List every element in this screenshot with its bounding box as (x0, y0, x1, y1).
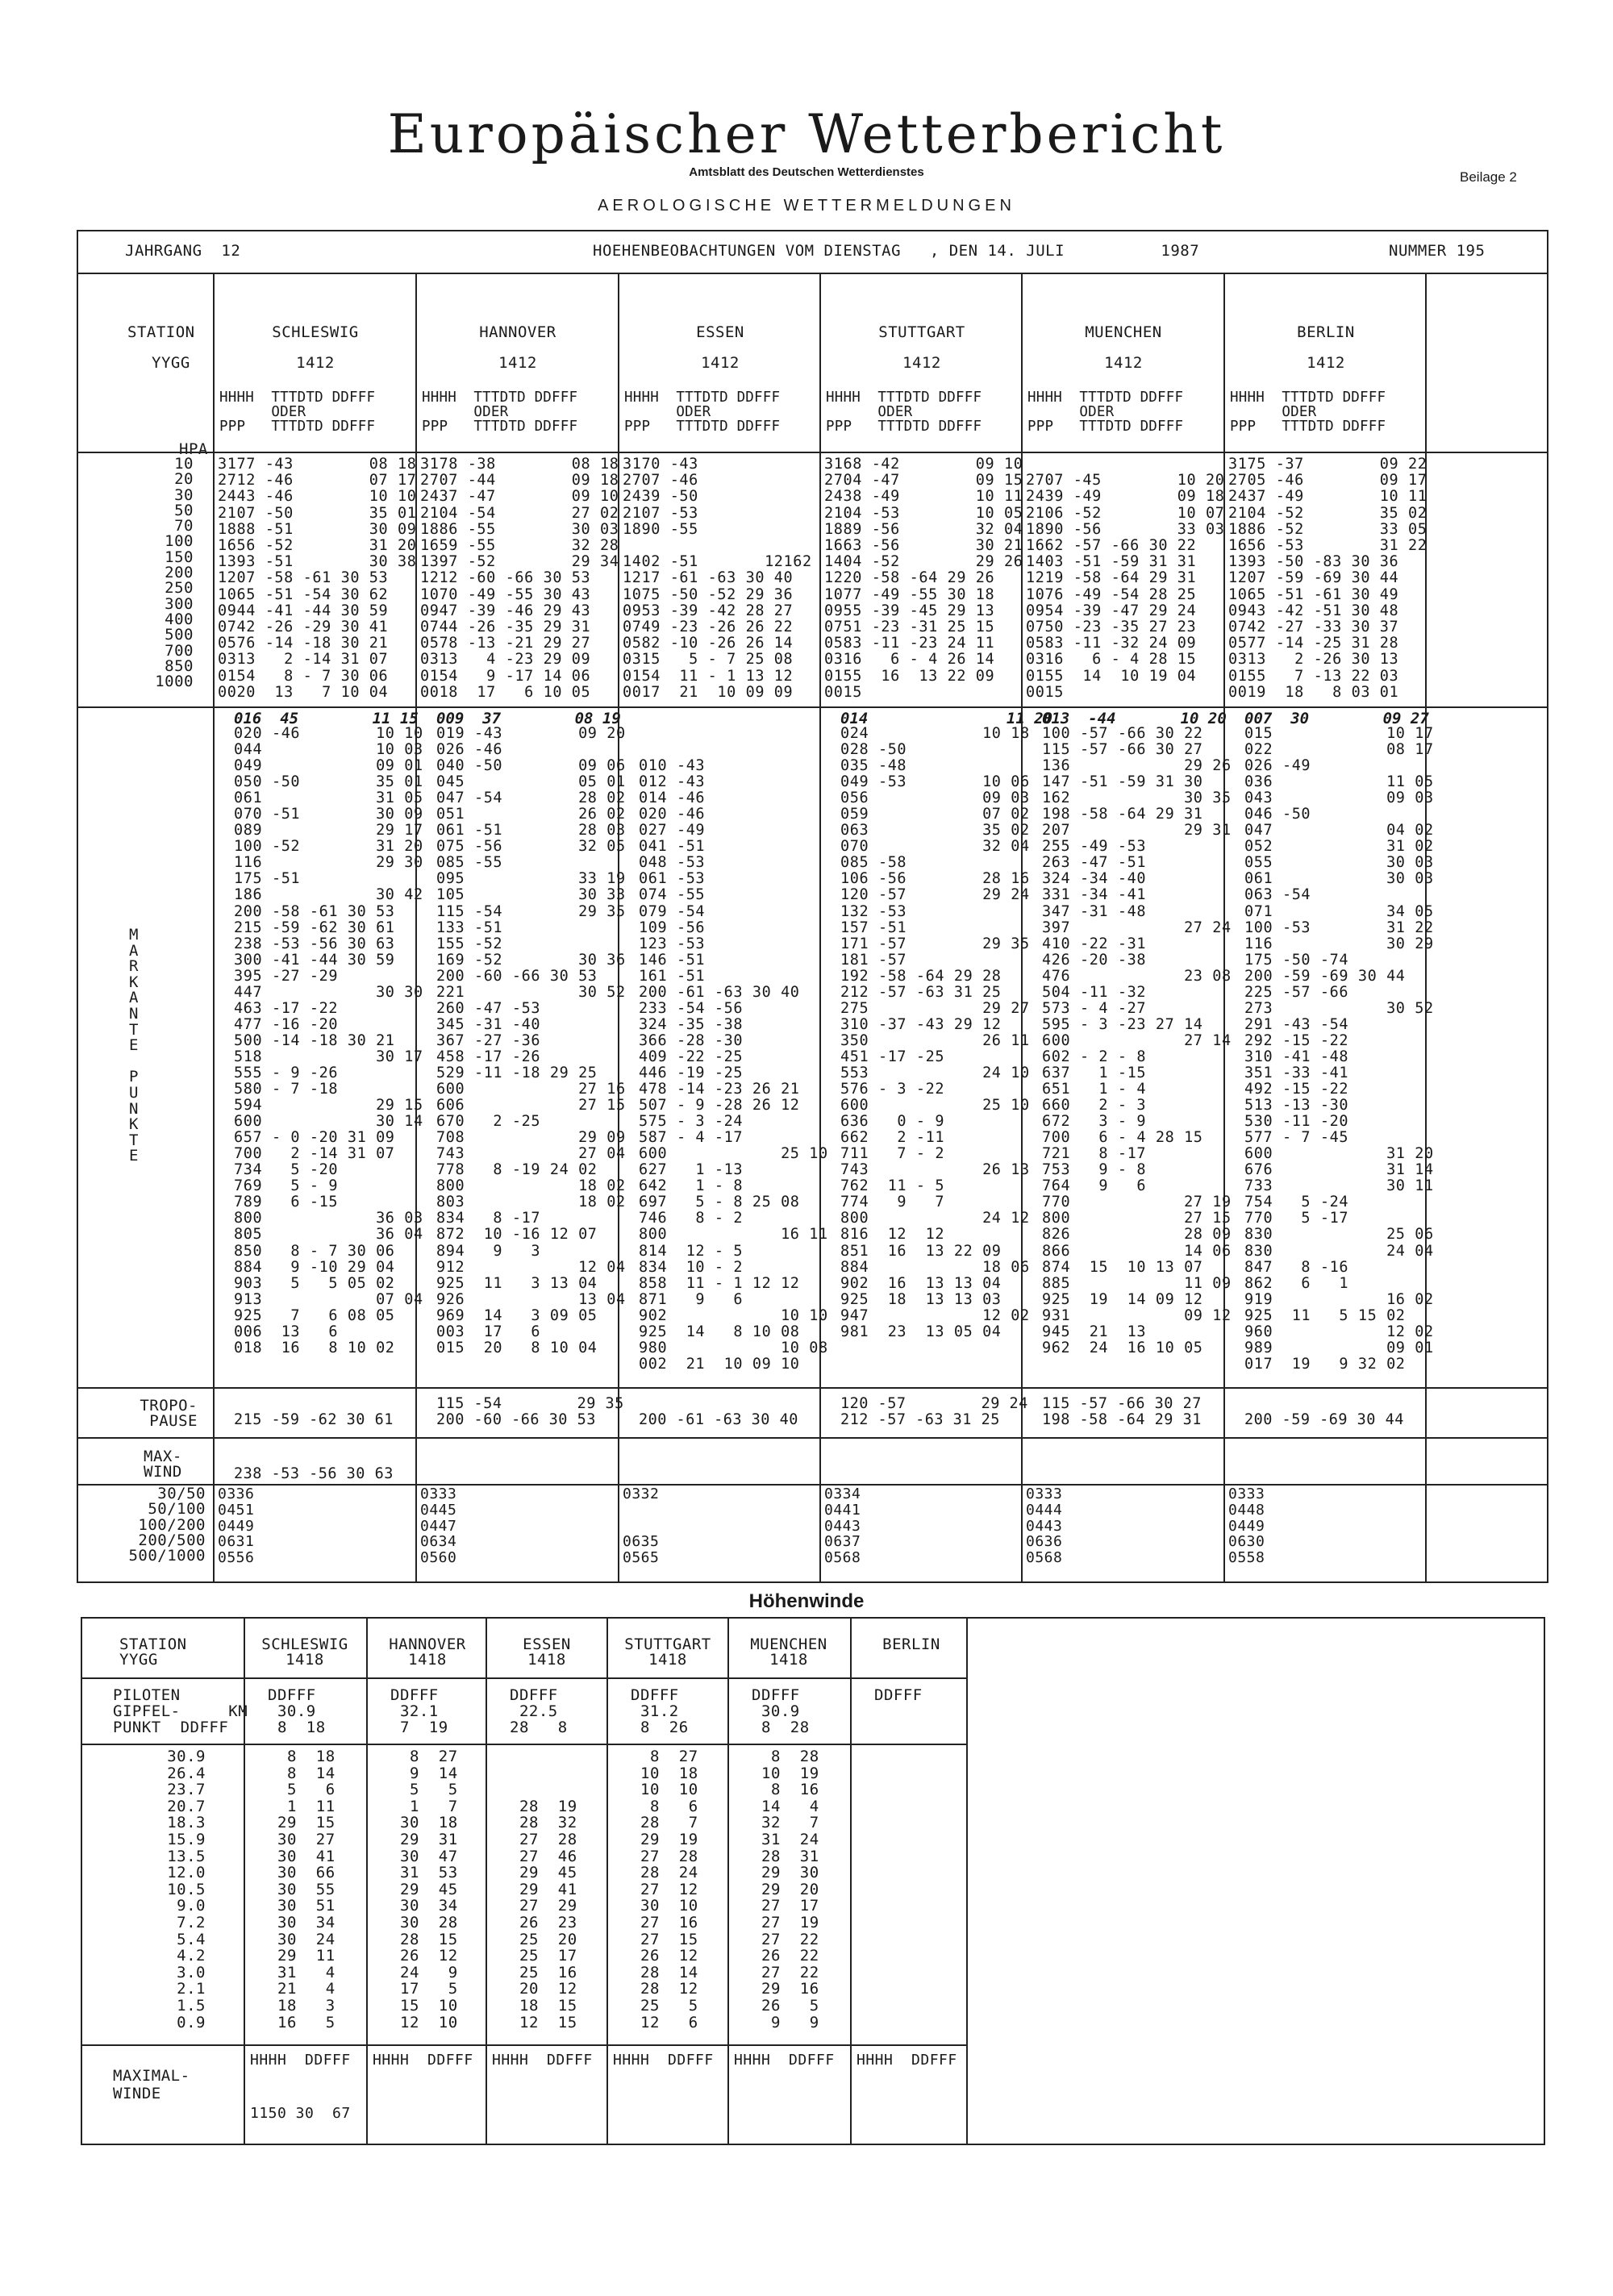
column-header: HHHH TTTDTD DDFFF ODER PPP TTTDTD DDFFF (1230, 390, 1386, 435)
station-name: STUTTGART (878, 323, 965, 341)
station-name: BERLIN (1297, 323, 1355, 341)
shear-labels: 30/50 50/100 100/200 200/500 500/1000 (128, 1485, 206, 1565)
tropopause-value: 120 -57 29 24 212 -57 -63 31 25 (840, 1395, 1028, 1428)
tropopause-value: 200 -59 -69 30 44 (1244, 1411, 1404, 1428)
hw-station-name: MUENCHEN 1418 (750, 1636, 827, 1669)
standard-level-column: 3177 -43 08 18 2712 -46 07 17 2443 -46 10 10 2107 -50 35 01 1888 -51 30 09 1656 -52 31 20 1393 -51 30 38 1207 -58 -61 30 53 1065 -51 -54 30 62 0944 -41 -44 30 59 0742 -26 -29 30 41 0576 -14 -18 30 21 0313 2 -14 31 07 0154 8 - 7 30 06 0020 13 7 10 04 (218, 456, 417, 701)
hw-gipfel-value: DDFFF 30.9 8 18 (268, 1686, 326, 1736)
station-yygg: 1412 (1307, 354, 1345, 372)
hw-wind-column: 8 28 10 19 8 16 14 4 32 7 31 24 28 31 29 30 29 20 27 17 27 19 27 22 26 22 27 22 29 16 26 5 9 9 (761, 1748, 819, 2031)
significant-points-column: 020 -46 10 10 044 10 03 049 09 01 050 -50 35 01 061 31 05 070 -51 30 09 089 29 17 100 -52 31 20 116 29 30 175 -51 186 30 42 200 -58 -61 30 53 215 -59 -62 30 61 238 -53 -56 30 63 300 -41 -44 30 59 395 -27 -29 447 30 30 463 -17 -22 477 -16 -20 500 -14 -18 30 21 518 30 17 555 - 9 -26 580 - 7 -18 594 29 15 600 30 14 657 - 0 -20 31 09 700 2 -14 31 07 734 5 -20 769 5 - 9 789 6 -15 800 36 03 805 36 04 850 8 - 7 30 06 884 9 -10 29 04 903 5 5 05 02 913 07 04 925 7 6 08 05 006 13 6 018 16 8 10 02 (234, 725, 423, 1356)
tropopause-value: 115 -57 -66 30 27 198 -58 -64 29 31 (1042, 1395, 1202, 1428)
station-name: HANNOVER (479, 323, 556, 341)
shear-value: 0333 0444 0443 0636 0568 (1026, 1486, 1063, 1567)
hw-station-name: HANNOVER 1418 (389, 1636, 466, 1669)
handwritten-entry: 016 45 11 15 (234, 710, 419, 727)
tropopause-value: 115 -54 29 35 200 -60 -66 30 53 (436, 1395, 624, 1428)
standard-level-column: 3170 -43 2707 -46 2439 -50 2107 -53 1890 -55 1402 -51 12162 1217 -61 -63 30 40 1075 -50 -52 29 36 0953 -39 -42 28 27 0749 -23 -26 26 22 0582 -10 -26 26 14 0315 5 - 7 25 08 0154 11 - 1 13 12 0017 21 10 09 09 (623, 456, 812, 701)
standard-level-column: 3168 -42 09 10 2704 -47 09 15 2438 -49 10 11 2104 -53 10 05 1889 -56 32 04 1663 -56 30 21 1404 -52 29 26 1220 -58 -64 29 26 1077 -49 -55 30 18 0955 -39 -45 29 13 0751 -23 -31 25 15 0583 -11 -23 24 11 0316 6 - 4 26 14 0155 16 13 22 09 0015 (824, 456, 1023, 701)
hw-wind-column: 8 27 10 18 10 10 8 6 28 7 29 19 27 28 28 24 27 12 30 10 27 16 27 15 26 12 28 14 28 12 25 5 12 6 (640, 1748, 698, 2031)
hw-gipfel-value: DDFFF 31.2 8 26 (631, 1686, 689, 1736)
shear-value: 0333 0448 0449 0630 0558 (1228, 1486, 1265, 1567)
hw-maxwind-value: 1150 30 67 (250, 2105, 351, 2122)
hw-maxwind-header: HHHH DDFFF (492, 2052, 593, 2069)
hw-gipfel-value: DDFFF (874, 1686, 923, 1704)
hw-wind-column: 28 19 28 32 27 28 27 46 29 45 29 41 27 29 26 23 25 20 25 17 25 16 20 12 18 15 12 15 (519, 1797, 577, 2031)
column-header: HHHH TTTDTD DDFFF ODER PPP TTTDTD DDFFF (1027, 390, 1184, 435)
maxwind-value: 238 -53 -56 30 63 (234, 1465, 394, 1482)
column-header: HHHH TTTDTD DDFFF ODER PPP TTTDTD DDFFF (422, 390, 578, 435)
hw-station-name: ESSEN 1418 (523, 1636, 571, 1669)
station-name: MUENCHEN (1085, 323, 1162, 341)
hw-wind-column: 8 18 8 14 5 6 1 11 29 15 30 27 30 41 30 66 30 55 30 51 30 34 30 24 29 11 31 4 21 4 18 3 16 5 (277, 1748, 336, 2031)
beilage-label: Beilage 2 (1460, 169, 1517, 185)
jahrgang-label: JAHRGANG 12 (125, 242, 241, 260)
tropopause-label: TROPO- PAUSE (140, 1397, 198, 1431)
hw-maxwind-header: HHHH DDFFF (250, 2052, 351, 2069)
hw-gipfel-value: DDFFF 32.1 7 19 (390, 1686, 448, 1736)
shear-value: 0333 0445 0447 0634 0560 (420, 1486, 457, 1567)
column-header: HHHH TTTDTD DDFFF ODER PPP TTTDTD DDFFF (624, 390, 781, 435)
hw-gipfel-value: DDFFF 22.5 28 8 (510, 1686, 568, 1736)
hw-heights: 30.9 26.4 23.7 20.7 18.3 15.9 13.5 12.0 10.5 9.0 7.2 5.4 4.2 3.0 2.1 1.5 0.9 (167, 1748, 206, 2031)
maxwind-label: MAX- WIND (144, 1448, 182, 1481)
standard-level-column: 3175 -37 09 22 2705 -46 09 17 2437 -49 10 11 2104 -52 35 02 1886 -52 33 05 1656 -53 31 22 1393 -50 -83 30 36 1207 -59 -69 30 44 1065 -51 -61 30 49 0943 -42 -51 30 48 0742 -27 -33 30 37 0577 -14 -25 31 28 0313 2 -26 30 13 0155 7 -13 22 03 0019 18 8 03 01 (1228, 456, 1428, 701)
hw-maxwind-header: HHHH DDFFF (734, 2052, 835, 2069)
yygg-label: YYGG (152, 354, 190, 372)
station-yygg: 1412 (902, 354, 941, 372)
pressure-levels: 10 20 30 50 70 100 150 200 250 300 400 500 700 850 1000 (155, 455, 194, 691)
hw-wind-column: 8 27 9 14 5 5 1 7 30 18 29 31 30 47 31 53 29 45 30 34 30 28 28 15 26 12 24 9 17 5 15 10 12 10 (400, 1748, 458, 2031)
shear-value: 0336 0451 0449 0631 0556 (218, 1486, 255, 1567)
section-title: AEROLOGISCHE WETTERMELDUNGEN (598, 197, 1015, 215)
hw-maxwind-header: HHHH DDFFF (613, 2052, 714, 2069)
hpa-label: HPA (179, 440, 208, 458)
subtitle: Amtsblatt des Deutschen Wetterdienstes (689, 165, 924, 179)
observation-date: HOEHENBEOBACHTUNGEN VOM DIENSTAG , DEN 14. JULI 1987 (593, 242, 1200, 260)
standard-level-column: 3178 -38 08 18 2707 -44 09 18 2437 -47 09 10 2104 -54 27 02 1886 -55 30 03 1659 -55 32 28 1397 -52 29 34 1212 -60 -66 30 53 1070 -49 -55 30 43 0947 -39 -46 29 43 0744 -26 -35 29 31 0578 -13 -21 29 27 0313 4 -23 29 09 0154 9 -17 14 06 0018 17 6 10 05 (420, 456, 619, 701)
significant-points-column: 019 -43 09 20 026 -46 040 -50 09 06 045 05 01 047 -54 28 02 051 26 02 061 -51 28 03 075 -56 32 05 085 -55 095 33 19 105 30 33 115 -54 29 35 133 -51 155 -52 169 -52 30 36 200 -60 -66 30 53 221 30 52 260 -47 -53 345 -31 -40 367 -27 -36 458 -17 -26 529 -11 -18 29 25 600 27 16 606 27 15 670 2 -25 708 29 09 743 27 04 778 8 -19 24 02 800 18 02 803 18 02 834 8 -17 872 10 -16 12 07 894 9 3 912 12 04 925 11 3 13 04 926 13 04 969 14 3 09 05 003 17 6 015 20 8 10 04 (436, 725, 626, 1356)
station-yygg: 1412 (1104, 354, 1143, 372)
station-yygg: 1412 (296, 354, 335, 372)
shear-value: 0332 0635 0565 (623, 1486, 660, 1567)
shear-value: 0334 0441 0443 0637 0568 (824, 1486, 861, 1567)
tropopause-value: 215 -59 -62 30 61 (234, 1411, 394, 1428)
station-name: ESSEN (696, 323, 744, 341)
handwritten-entry: 007 30 09 27 (1244, 710, 1429, 727)
handwritten-entry: 014 11 20 (840, 710, 1053, 727)
hw-gipfel-label: PILOTEN GIPFEL- KM PUNKT DDFFF (113, 1686, 248, 1736)
significant-points-column: 024 10 18 028 -50 035 -48 049 -53 10 06 056 09 03 059 07 02 063 35 02 070 32 04 085 -58 106 -56 28 16 120 -57 29 24 132 -53 157 -51 171 -57 29 35 181 -57 192 -58 -64 29 28 212 -57 -63 31 25 275 29 27 310 -37 -43 29 12 350 26 11 451 -17 -25 553 24 10 576 - 3 -22 600 25 10 636 0 - 9 662 2 -11 711 7 - 2 743 26 13 762 11 - 5 774 9 7 800 24 12 816 12 12 851 16 13 22 09 884 18 06 902 16 13 13 04 925 18 13 13 03 947 12 02 981 23 13 05 04 (840, 725, 1030, 1340)
hw-maxwind-header: HHHH DDFFF (373, 2052, 473, 2069)
station-label: STATION (127, 323, 195, 341)
column-header: HHHH TTTDTD DDFFF ODER PPP TTTDTD DDFFF (219, 390, 376, 435)
hw-station-label: STATION YYGG (119, 1636, 187, 1669)
hw-station-name: SCHLESWIG 1418 (261, 1636, 348, 1669)
handwritten-entry: 013 -44 10 20 (1042, 710, 1227, 727)
number-label: NUMMER 195 (1389, 242, 1486, 260)
markante-punkte-label: M A R K A N T E P U N K T E (129, 926, 139, 1165)
hw-maxwind-label: MAXIMAL- WINDE (113, 2067, 190, 2102)
hoehenwinde-title: Höhenwinde (748, 1590, 865, 1612)
hw-gipfel-value: DDFFF 30.9 8 28 (752, 1686, 810, 1736)
tropopause-value: 200 -61 -63 30 40 (639, 1411, 798, 1428)
station-name: SCHLESWIG (272, 323, 359, 341)
station-yygg: 1412 (498, 354, 537, 372)
significant-points-column: 010 -43 012 -43 014 -46 020 -46 027 -49 041 -51 048 -53 061 -53 074 -55 079 -54 109 -56 123 -53 146 -51 161 -51 200 -61 -63 30 40 233 -54 -56 324 -35 -38 366 -28 -30 409 -22 -25 446 -19 -25 478 -14 -23 26 21 507 - 9 -28 26 12 575 - 3 -24 587 - 4 -17 600 25 10 627 1 -13 642 1 - 8 697 5 - 8 25 08 746 8 - 2 800 16 11 814 12 - 5 834 10 - 2 858 11 - 1 12 12 871 9 6 902 10 10 925 14 8 10 08 980 10 08 002 21 10 09 10 (639, 757, 828, 1373)
handwritten-entry: 009 37 08 19 (436, 710, 621, 727)
standard-level-column: 2707 -45 10 20 2439 -49 09 18 2106 -52 10 07 1890 -56 33 03 1662 -57 -66 30 22 1403 -51 -59 31 31 1219 -58 -64 29 31 1076 -49 -54 28 25 0954 -39 -47 29 24 0750 -23 -35 27 23 0583 -11 -32 24 09 0316 6 - 4 28 15 0155 14 10 19 04 0015 (1026, 472, 1225, 701)
significant-points-column: 015 10 17 022 08 17 026 -49 036 11 05 043 09 03 046 -50 047 04 02 052 31 02 055 30 03 061 30 03 063 -54 071 34 05 100 -53 31 22 116 30 29 175 -50 -74 200 -59 -69 30 44 225 -57 -66 273 30 52 291 -43 -54 292 -15 -22 310 -41 -48 351 -33 -41 492 -15 -22 513 -13 -30 530 -11 -20 577 - 7 -45 600 31 20 676 31 14 733 30 11 754 5 -24 770 5 -17 830 25 06 830 24 04 847 8 -16 862 6 1 919 16 02 925 11 5 15 02 960 12 02 989 09 01 017 19 9 32 02 (1244, 725, 1434, 1373)
station-yygg: 1412 (701, 354, 740, 372)
hw-station-name: BERLIN (882, 1636, 940, 1653)
page-title: Europäischer Wetterbericht (387, 103, 1226, 165)
hw-maxwind-header: HHHH DDFFF (857, 2052, 957, 2069)
hw-station-name: STUTTGART 1418 (624, 1636, 711, 1669)
significant-points-column: 100 -57 -66 30 22 115 -57 -66 30 27 136 29 26 147 -51 -59 31 30 162 30 35 198 -58 -64 29 31 207 29 31 255 -49 -53 263 -47 -51 324 -34 -40 331 -34 -41 347 -31 -48 397 27 24 410 -22 -31 426 -20 -38 476 23 08 504 -11 -32 573 - 4 -27 595 - 3 -23 27 14 600 27 14 602 - 2 - 8 637 1 -15 651 1 - 4 660 2 - 3 672 3 - 9 700 6 - 4 28 15 721 8 -17 753 9 - 8 764 9 6 770 27 19 800 27 15 826 28 09 866 14 06 874 15 10 13 07 885 11 09 925 19 14 09 12 931 09 12 945 21 13 962 24 16 10 05 (1042, 725, 1232, 1356)
column-header: HHHH TTTDTD DDFFF ODER PPP TTTDTD DDFFF (826, 390, 982, 435)
